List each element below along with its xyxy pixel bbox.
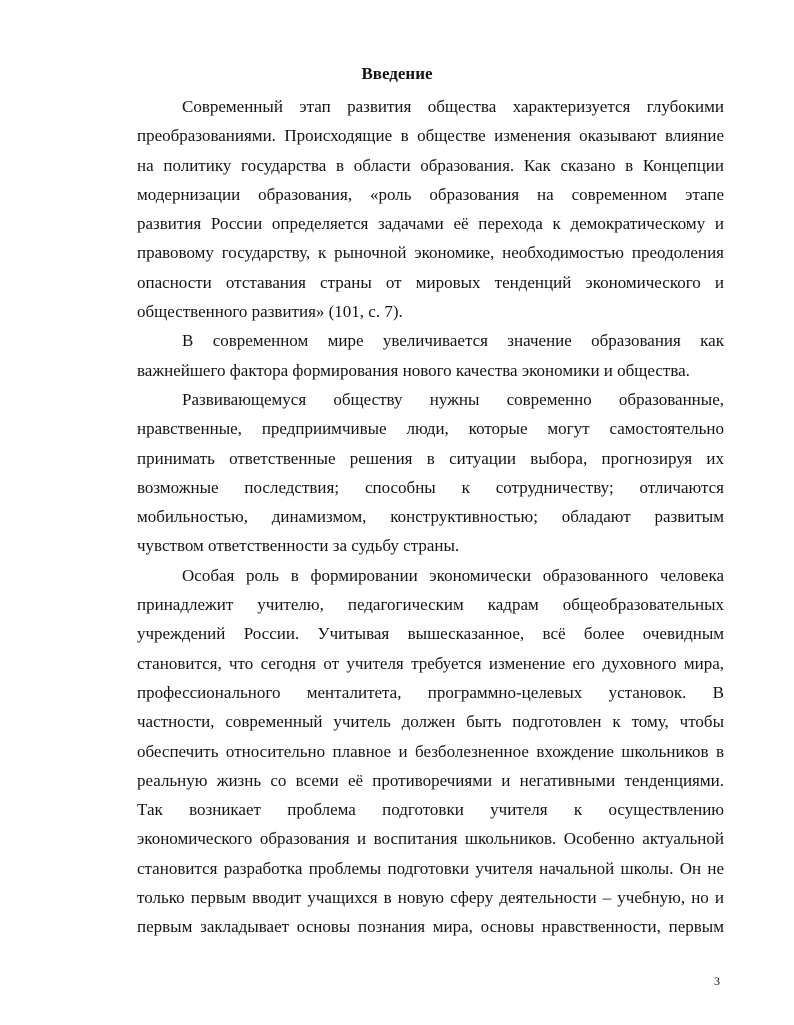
section-title: Введение (361, 64, 433, 83)
paragraph-line: правовому государству, к рыночной экономике, необходимостью преодоления (137, 243, 724, 263)
paragraph-line: опасности отставания страны от мировых тенденций экономического и (137, 272, 724, 292)
paragraph-line: чувством ответственности за судьбу страны. (137, 536, 460, 556)
paragraph-line: принимать ответственные решения в ситуации выбора, прогнозируя их (137, 448, 724, 468)
paragraph-line: В современном мире увеличивается значение образования как (182, 331, 724, 351)
paragraph-line: частности, современный учитель должен быть подготовлен к тому, чтобы (137, 712, 724, 732)
document-body (137, 92, 724, 942)
page-number: 3 (714, 974, 720, 988)
paragraph-line: важнейшего фактора формирования нового качества экономики и общества. (137, 360, 690, 380)
paragraph-line: развития России определяется задачами её перехода к демократическому и (137, 214, 724, 234)
paragraph-line: обеспечить относительно плавное и безболезненное вхождение школьников в (137, 741, 724, 761)
paragraph-line: Развивающемуся обществу нужны современно образованные, (182, 389, 724, 409)
paragraph-line: мобильностью, динамизмом, конструктивностью; обладают развитым (137, 507, 724, 527)
paragraph-line: на политику государства в области образования. Как сказано в Концепции (137, 155, 724, 175)
paragraph-line: учреждений России. Учитывая вышесказанное, всё более очевидным (137, 624, 724, 644)
paragraph-line: принадлежит учителю, педагогическим кадрам общеобразовательных (137, 595, 724, 615)
paragraph-line: Особая роль в формировании экономически образованного человека (182, 565, 724, 585)
paragraph-line: реальную жизнь со всеми её противоречиями и негативными тенденциями. (137, 770, 724, 790)
paragraph-line: возможные последствия; способны к сотрудничеству; отличаются (137, 477, 724, 497)
paragraph-line: экономического образования и воспитания школьников. Особенно актуальной (137, 829, 724, 849)
paragraph-line: модернизации образования, «роль образования на современном этапе (137, 184, 724, 204)
paragraph-line: первым закладывает основы познания мира, основы нравственности, первым (137, 917, 724, 937)
paragraph-line: Так возникает проблема подготовки учителя к осуществлению (137, 800, 724, 820)
paragraph-line: общественного развития» (101, с. 7). (137, 302, 403, 322)
paragraph-line: становится, что сегодня от учителя требуется изменение его духовного мира, (137, 653, 724, 673)
paragraph-line: Современный этап развития общества характеризуется глубокими (182, 97, 724, 116)
paragraph-line: становится разработка проблемы подготовки учителя начальной школы. Он не (137, 858, 724, 878)
paragraph-line: преобразованиями. Происходящие в обществе изменения оказывают влияние (137, 126, 724, 146)
paragraph-line: нравственные, предприимчивые люди, которые могут самостоятельно (137, 419, 724, 439)
paragraph-line: только первым вводит учащихся в новую сферу деятельности – учебную, но и (137, 888, 724, 908)
paragraph-line: профессионального менталитета, программно-целевых установок. В (137, 682, 724, 702)
